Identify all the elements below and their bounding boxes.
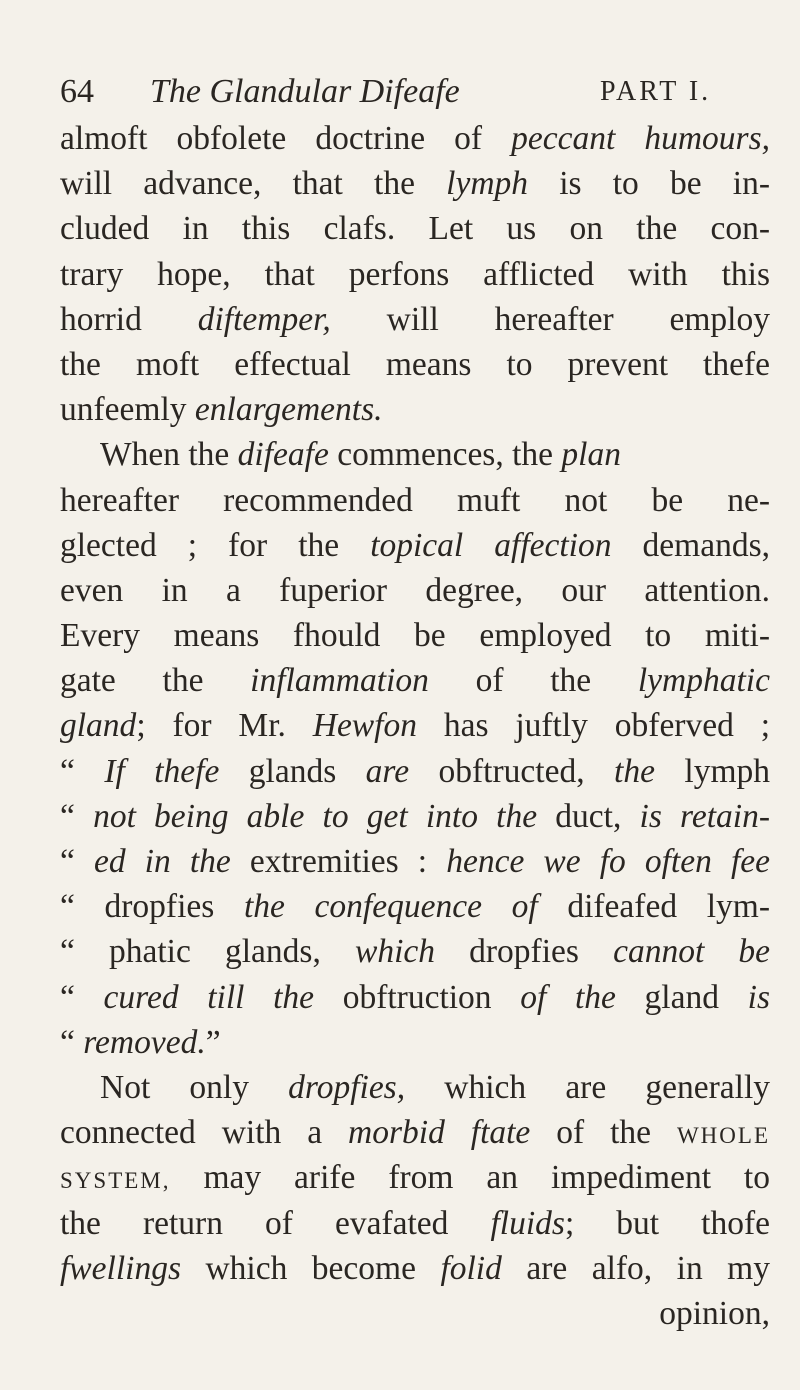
text-run: obftructed, — [409, 752, 615, 790]
text-line — [60, 1110, 770, 1155]
italic-run: the — [614, 752, 655, 790]
italic-run: enlargements. — [194, 391, 383, 429]
text-run: “ — [60, 752, 105, 790]
text-run: “ — [60, 797, 94, 835]
text-run: may arife from an impediment to — [170, 1159, 770, 1197]
text-line — [60, 1020, 770, 1065]
italic-run: cannot be — [613, 933, 771, 971]
text-run: obftruction — [314, 978, 521, 1016]
text-line — [60, 116, 770, 161]
text-run: dropfies — [435, 933, 614, 971]
text-line — [60, 523, 770, 568]
running-title: The Glandular Difeafe — [150, 73, 460, 110]
text-line — [60, 658, 770, 703]
text-run: duct, — [537, 797, 640, 835]
text-run: of the — [530, 1114, 677, 1152]
italic-run: inflammation — [250, 662, 429, 700]
text-run: Not only — [100, 1068, 289, 1106]
text-line — [60, 613, 770, 658]
text-run: lymph — [654, 752, 771, 790]
text-line — [60, 161, 770, 206]
text-run: opinion, — [659, 1294, 770, 1332]
text-run: commences, the — [328, 436, 562, 474]
text-run: When the — [100, 436, 238, 474]
page-number: 64 — [60, 73, 94, 110]
text-run: unfeemly — [60, 391, 195, 429]
italic-run: If thefe — [104, 752, 220, 790]
text-line — [60, 1246, 770, 1291]
text-line — [60, 478, 770, 523]
text-run: trary hope, that perfons afflicted with this — [60, 255, 770, 293]
italic-run: peccant humours, — [511, 120, 770, 157]
italic-run: morbid ftate — [348, 1114, 531, 1152]
text-run: glected ; for the — [60, 526, 371, 564]
italic-run: lymphatic — [637, 662, 770, 700]
text-line — [60, 1155, 770, 1200]
text-run: cluded in this clafs. Let us on the con- — [60, 210, 770, 248]
italic-run: of the — [520, 978, 616, 1016]
text-run: ” — [205, 1023, 221, 1061]
text-line — [60, 206, 770, 251]
text-run: difeafed lym- — [537, 888, 771, 926]
text-line — [60, 297, 770, 342]
text-run: extremities : — [230, 843, 447, 880]
text-run: the moft effectual means to prevent thefe — [60, 345, 770, 383]
text-run: SYSTEM, — [60, 1168, 171, 1194]
italic-run: plan — [561, 436, 621, 474]
text-run: which become — [180, 1249, 441, 1287]
text-line — [60, 884, 770, 929]
text-line — [60, 568, 770, 613]
italic-run: fwellings — [60, 1249, 181, 1287]
text-run: which are generally — [405, 1068, 771, 1106]
text-run: is to be in- — [528, 165, 770, 203]
text-run: horrid — [60, 300, 198, 338]
text-line — [60, 929, 770, 974]
italic-run: dropfies, — [288, 1068, 406, 1106]
text-line — [60, 252, 770, 297]
text-run: “ — [60, 1023, 84, 1061]
italic-run: not being able to get into the — [93, 797, 538, 835]
italic-run: hence we fo often fee — [446, 843, 770, 880]
italic-run: removed. — [83, 1023, 206, 1061]
text-run: are alfo, in my — [501, 1249, 770, 1287]
text-run: hereafter recommended muft not be ne- — [60, 481, 770, 519]
text-run: Every means fhould be employed to miti- — [60, 617, 770, 655]
text-run: will advance, that the — [60, 165, 447, 203]
italic-run: lymph — [446, 165, 529, 203]
text-run: WHOLE — [676, 1123, 770, 1149]
text-run: gland — [615, 978, 748, 1016]
italic-run: cured till the — [103, 978, 315, 1016]
text-run: ; but thofe — [564, 1204, 770, 1242]
italic-run: gland — [60, 707, 137, 745]
italic-run: which — [354, 933, 436, 971]
text-line — [60, 703, 770, 748]
text-run: even in a fuperior degree, our attention. — [60, 571, 770, 609]
italic-run: ed in the — [93, 843, 231, 880]
text-run: the return of evafated — [60, 1204, 491, 1242]
text-line — [60, 975, 770, 1020]
italic-run: is — [747, 978, 771, 1016]
text-run: of the — [428, 662, 638, 700]
text-line — [60, 432, 770, 477]
text-run: almoft obfolete doctrine of — [60, 120, 512, 157]
text-run: gate the — [60, 662, 251, 700]
text-run: has juftly obferved ; — [416, 707, 771, 745]
body-text — [60, 116, 770, 1336]
italic-run: fluids — [490, 1204, 565, 1242]
italic-run: difeafe — [237, 436, 329, 474]
text-run: “ — [60, 978, 104, 1016]
italic-run: folid — [440, 1249, 502, 1287]
italic-run: are — [365, 752, 410, 790]
text-run: will hereafter employ — [330, 300, 770, 338]
italic-run: topical affection — [370, 526, 612, 564]
italic-run: the confequence of — [243, 888, 538, 926]
text-run: demands, — [611, 526, 770, 564]
text-run: glands — [219, 752, 366, 790]
text-run: “ dropfies — [60, 888, 244, 926]
italic-run: diftemper, — [197, 300, 331, 338]
part-label: PART I. — [600, 76, 712, 107]
text-run: “ — [60, 843, 94, 880]
text-line — [60, 794, 770, 839]
text-line — [60, 839, 770, 884]
text-line — [60, 1291, 770, 1336]
text-run: connected with a — [60, 1114, 349, 1152]
text-run: ; for Mr. — [136, 707, 313, 745]
text-line — [60, 387, 770, 432]
text-line — [60, 1065, 770, 1110]
italic-run: is retain- — [639, 797, 770, 835]
text-line — [60, 1201, 770, 1246]
text-run: “ phatic glands, — [60, 933, 355, 971]
italic-run: Hewfon — [312, 707, 417, 745]
text-line — [60, 342, 770, 387]
text-line — [60, 749, 770, 794]
